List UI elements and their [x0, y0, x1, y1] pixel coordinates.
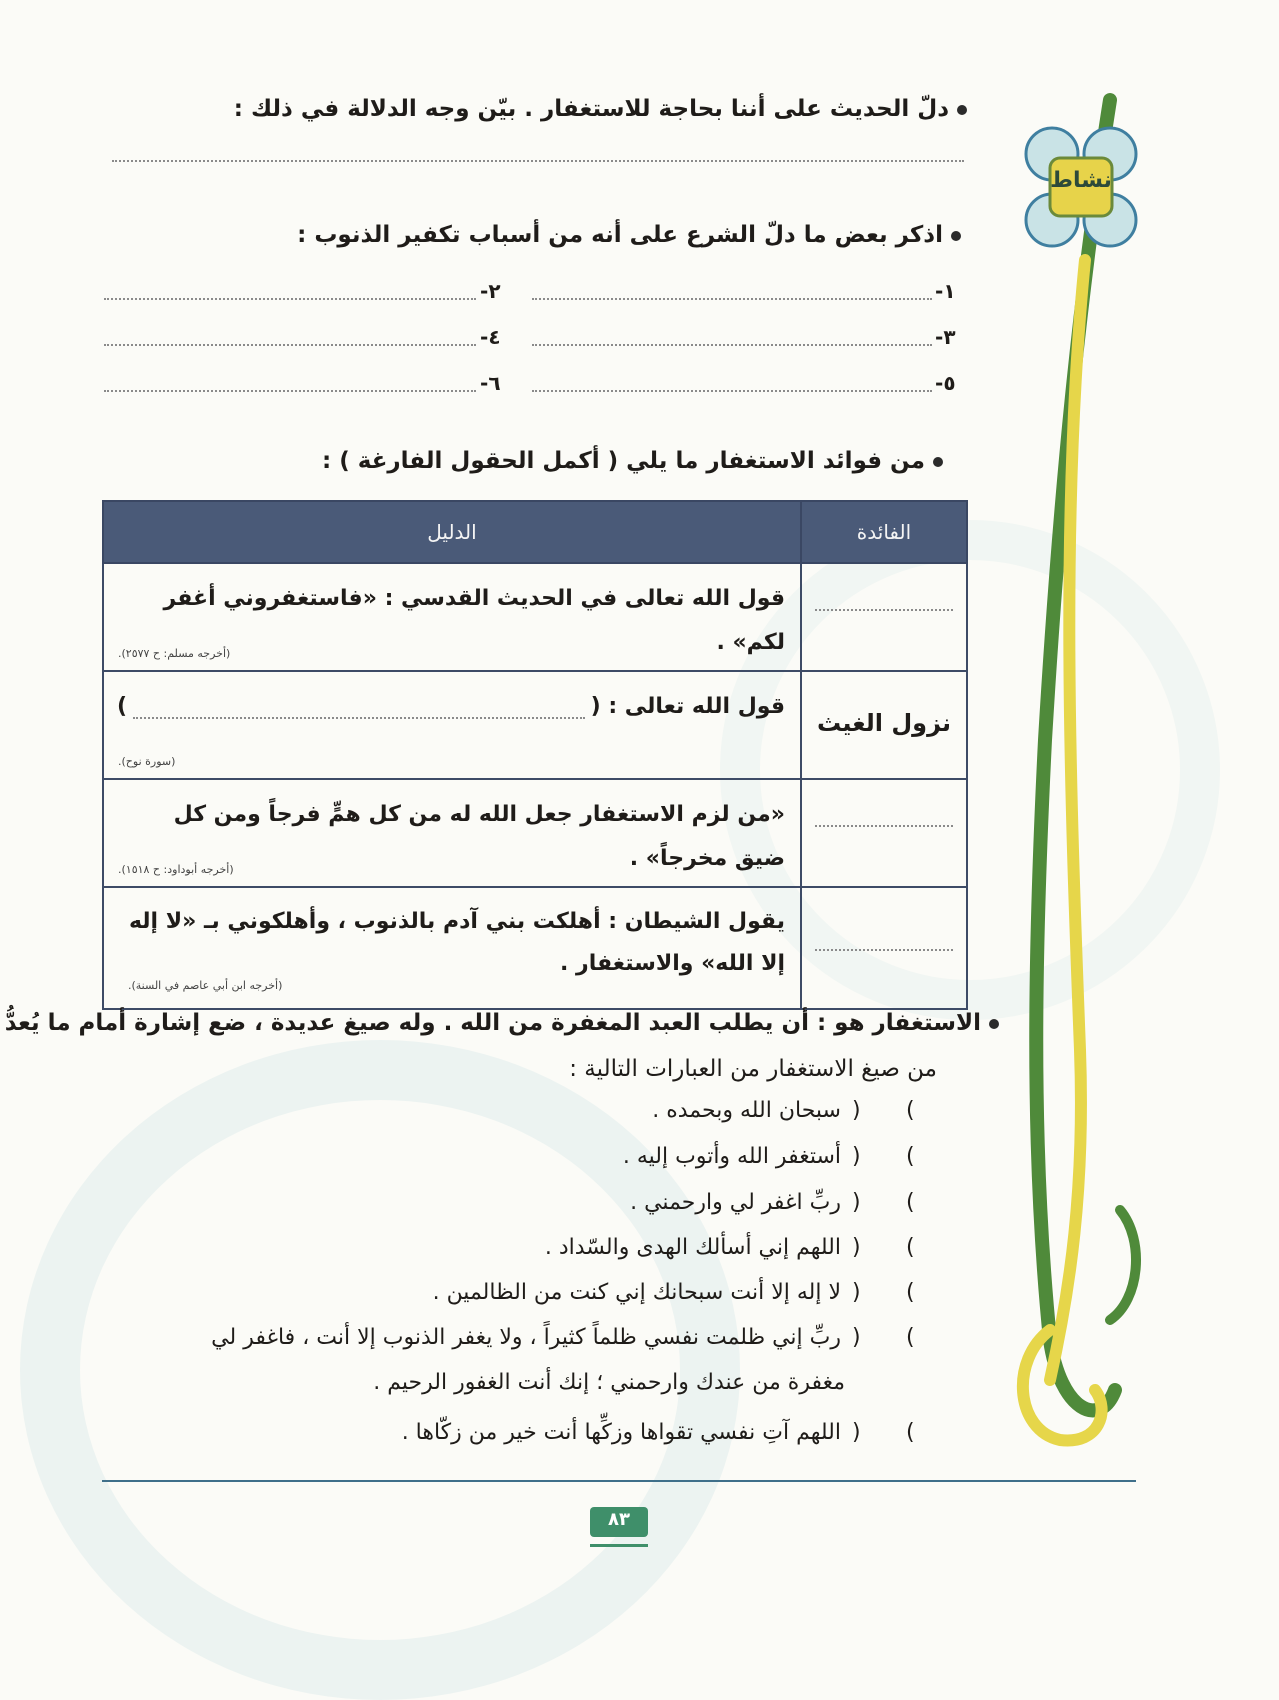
benefits-table	[102, 500, 968, 1010]
item-number-4: ٤-	[480, 325, 501, 349]
checkbox-open-paren[interactable]: (	[906, 1420, 915, 1445]
choice-text: مغفرة من عندك وارحمني ؛ إنك أنت الغفور الرحيم .	[373, 1370, 845, 1395]
checkbox-close-paren[interactable]: )	[852, 1190, 861, 1215]
question-1	[234, 96, 967, 122]
benefit-cell[interactable]	[801, 887, 967, 1009]
table-row	[103, 779, 967, 887]
checkbox-close-paren[interactable]: )	[852, 1098, 861, 1123]
evidence-text-start: قول الله تعالى : (	[590, 694, 785, 719]
bullet-icon	[957, 105, 967, 115]
benefit-blank[interactable]	[815, 825, 953, 827]
question-4-text: الاستغفار هو : أن يطلب العبد المغفرة من الله . وله صيغ عديدة ، ضع إشارة أمام ما يُعدُّ	[4, 1010, 981, 1036]
checkbox-open-paren[interactable]: (	[906, 1144, 915, 1169]
question-2-text: اذكر بعض ما دلّ الشرع على أنه من أسباب تكفير الذنوب :	[297, 222, 943, 248]
benefit-cell	[801, 671, 967, 779]
question-4-line-1	[5, 1010, 999, 1036]
evidence-cell	[103, 563, 801, 671]
question-1-text: دلّ الحديث على أننا بحاجة للاستغفار . بيّن وجه الدلالة في ذلك :	[233, 96, 949, 122]
item-number-6: ٦-	[480, 371, 501, 395]
item-number-1: ١-	[935, 279, 956, 303]
answer-line-item-4[interactable]	[104, 344, 476, 346]
checkbox-open-paren[interactable]: (	[906, 1280, 915, 1305]
checkbox-close-paren[interactable]: )	[852, 1144, 861, 1169]
benefit-text: نزول الغيث	[816, 709, 952, 737]
answer-line-item-6[interactable]	[104, 390, 476, 392]
evidence-text: يقول الشيطان : أهلكت بني آدم بالذنوب ، وأهلكوني بـ «لا إله إلا الله» والاستغفار .	[128, 909, 785, 976]
evidence-source: (أخرجه ابن أبي عاصم في السنة).	[128, 979, 283, 992]
table-row	[103, 887, 967, 1009]
benefit-blank[interactable]	[815, 949, 953, 951]
checkbox-open-paren[interactable]: (	[906, 1190, 915, 1215]
choice-text: اللهم إني أسألك الهدى والسّداد .	[544, 1235, 841, 1260]
question-3	[322, 448, 943, 474]
choice-text: اللهم آتِ نفسي تقواها وزكِّها أنت خير من زكّاها .	[401, 1420, 841, 1445]
vine-decoration	[990, 90, 1160, 1480]
checkbox-close-paren[interactable]: )	[852, 1325, 861, 1350]
benefit-cell[interactable]	[801, 779, 967, 887]
bullet-icon	[951, 231, 961, 241]
choice-text: لا إله إلا أنت سبحانك إني كنت من الظالمين .	[432, 1280, 841, 1305]
table-row	[103, 563, 967, 671]
bullet-icon	[989, 1019, 999, 1029]
checkbox-open-paren[interactable]: (	[906, 1325, 915, 1350]
answer-line-1[interactable]	[112, 160, 964, 162]
choice-text: ربِّ اغفر لي وارحمني .	[630, 1190, 841, 1215]
checkbox-close-paren[interactable]: )	[852, 1280, 861, 1305]
evidence-cell	[103, 887, 801, 1009]
page-number: ٨٣	[608, 1509, 630, 1530]
evidence-text: «من لزم الاستغفار جعل الله له من كل همٍّ فرجاً ومن كل ضيق مخرجاً» .	[173, 802, 785, 871]
evidence-source: (سورة نوح).	[118, 755, 176, 768]
column-header-benefit: الفائدة	[801, 501, 967, 563]
page-number-underline	[590, 1544, 648, 1547]
item-number-3: ٣-	[935, 325, 956, 349]
answer-line-item-2[interactable]	[104, 298, 476, 300]
footer-rule	[102, 1480, 1136, 1482]
checkbox-close-paren[interactable]: )	[852, 1420, 861, 1445]
question-3-text: من فوائد الاستغفار ما يلي ( أكمل الحقول الفارغة ) :	[322, 448, 925, 474]
question-4-line-2: من صيغ الاستغفار من العبارات التالية :	[569, 1056, 937, 1082]
verse-blank[interactable]	[133, 695, 585, 719]
bullet-icon	[933, 457, 943, 467]
evidence-cell	[103, 779, 801, 887]
checkbox-close-paren[interactable]: )	[852, 1235, 861, 1260]
evidence-source: (أخرجه مسلم: ح ٢٥٧٧).	[118, 647, 231, 660]
benefit-blank[interactable]	[815, 609, 953, 611]
activity-banner	[1022, 124, 1140, 250]
evidence-text: قول الله تعالى في الحديث القدسي : «فاستغفروني أغفر لكم» .	[163, 586, 785, 655]
question-2	[297, 222, 961, 248]
choice-text: أستغفر الله وأتوب إليه .	[622, 1144, 841, 1169]
item-number-2: ٢-	[480, 279, 501, 303]
column-header-evidence: الدليل	[103, 501, 801, 563]
benefit-cell[interactable]	[801, 563, 967, 671]
evidence-source: (أخرجه أبوداود: ح ١٥١٨).	[118, 863, 234, 876]
answer-line-item-1[interactable]	[532, 298, 932, 300]
evidence-text	[105, 673, 799, 729]
answer-line-item-5[interactable]	[532, 390, 932, 392]
table-row	[103, 671, 967, 779]
choice-text: ربِّ إني ظلمت نفسي ظلماً كثيراً ، ولا يغفر الذنوب إلا أنت ، فاغفر لي	[211, 1325, 841, 1350]
checkbox-open-paren[interactable]: (	[906, 1235, 915, 1260]
evidence-cell	[103, 671, 801, 779]
answer-line-item-3[interactable]	[532, 344, 932, 346]
banner-label: نشاط	[1050, 168, 1112, 193]
choice-text: سبحان الله وبحمده .	[652, 1098, 841, 1123]
item-number-5: ٥-	[935, 371, 956, 395]
checkbox-open-paren[interactable]: (	[906, 1098, 915, 1123]
evidence-text-end: )	[117, 694, 128, 719]
